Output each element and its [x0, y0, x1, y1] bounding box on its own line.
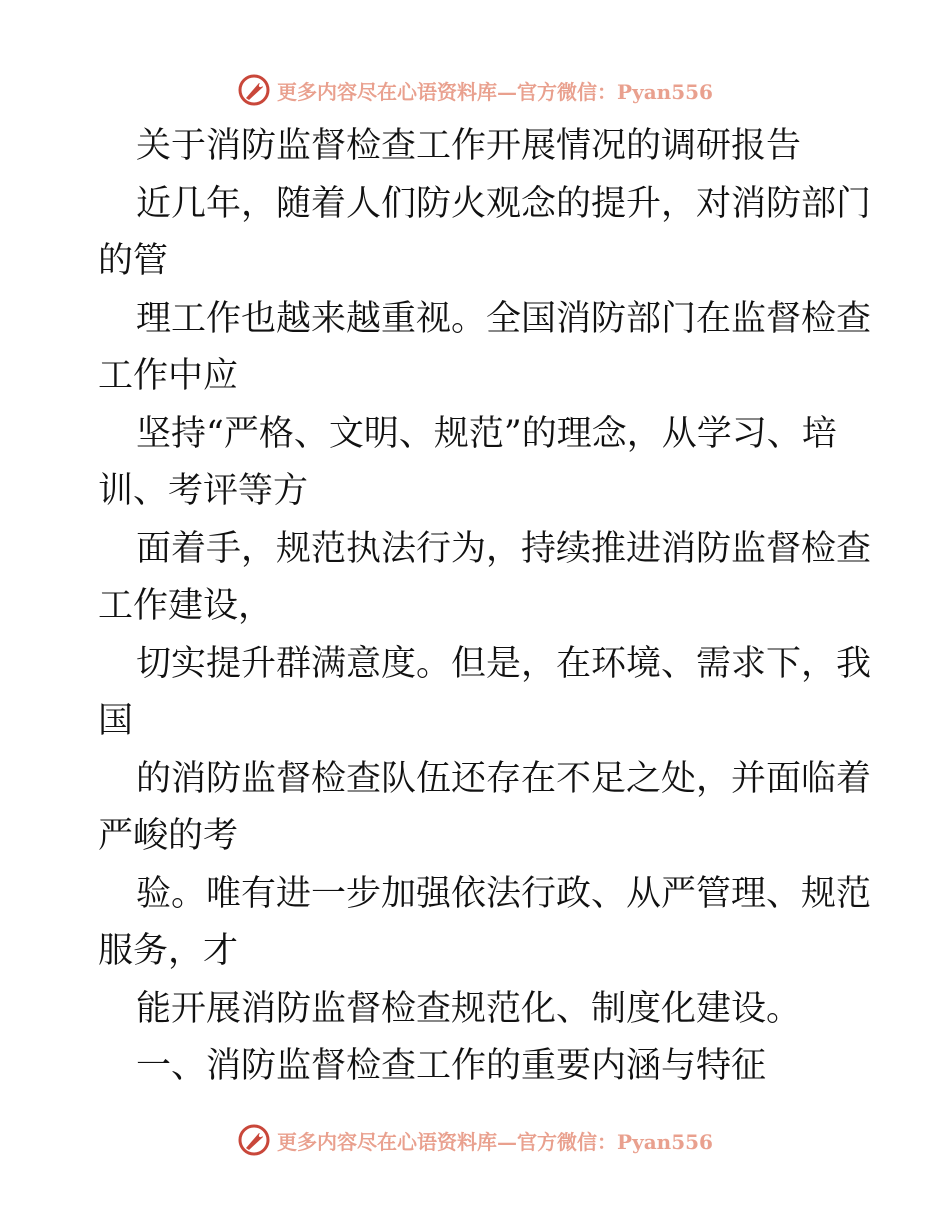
document-body	[98, 118, 872, 1096]
text-line: 的管	[98, 241, 169, 281]
watermark-text: 更多内容尽在心语资料库—官方微信：Pyan556	[277, 1129, 713, 1154]
text-line: 关于消防监督检查工作开展情况的调研报告	[136, 126, 802, 166]
text-line: 的消防监督检查队伍还存在不足之处，并面临着	[136, 758, 872, 799]
text-line: 工作建设，	[98, 586, 274, 626]
text-line: 能开展消防监督检查规范化、制度化建设。	[136, 988, 802, 1029]
text-line: 切实提升群满意度。但是，在环境、需求下，我	[136, 643, 872, 684]
text-line: 近几年，随着人们防火观念的提升，对消防部门	[136, 183, 872, 224]
pen-nib-logo-icon	[237, 1123, 271, 1157]
text-line: 验。唯有进一步加强依法行政、从严管理、规范	[136, 873, 872, 914]
footer-watermark	[0, 1120, 950, 1160]
text-line: 一、消防监督检查工作的重要内涵与特征	[136, 1046, 767, 1086]
text-line: 严峻的考	[98, 816, 239, 856]
text-line: 面着手，规范执法行为，持续推进消防监督检查	[136, 528, 872, 569]
watermark-text: 更多内容尽在心语资料库—官方微信：Pyan556	[277, 79, 713, 104]
text-line: 训、考评等方	[98, 471, 309, 511]
text-line: 理工作也越来越重视。全国消防部门在监督检查	[136, 298, 872, 339]
text-line: 国	[98, 701, 134, 741]
text-line: 工作中应	[98, 356, 239, 396]
text-line: 坚持“严格、文明、规范”的理念，从学习、培	[136, 413, 837, 454]
text-line: 服务，才	[98, 931, 239, 971]
pen-nib-logo-icon	[237, 73, 271, 107]
header-watermark	[0, 70, 950, 110]
